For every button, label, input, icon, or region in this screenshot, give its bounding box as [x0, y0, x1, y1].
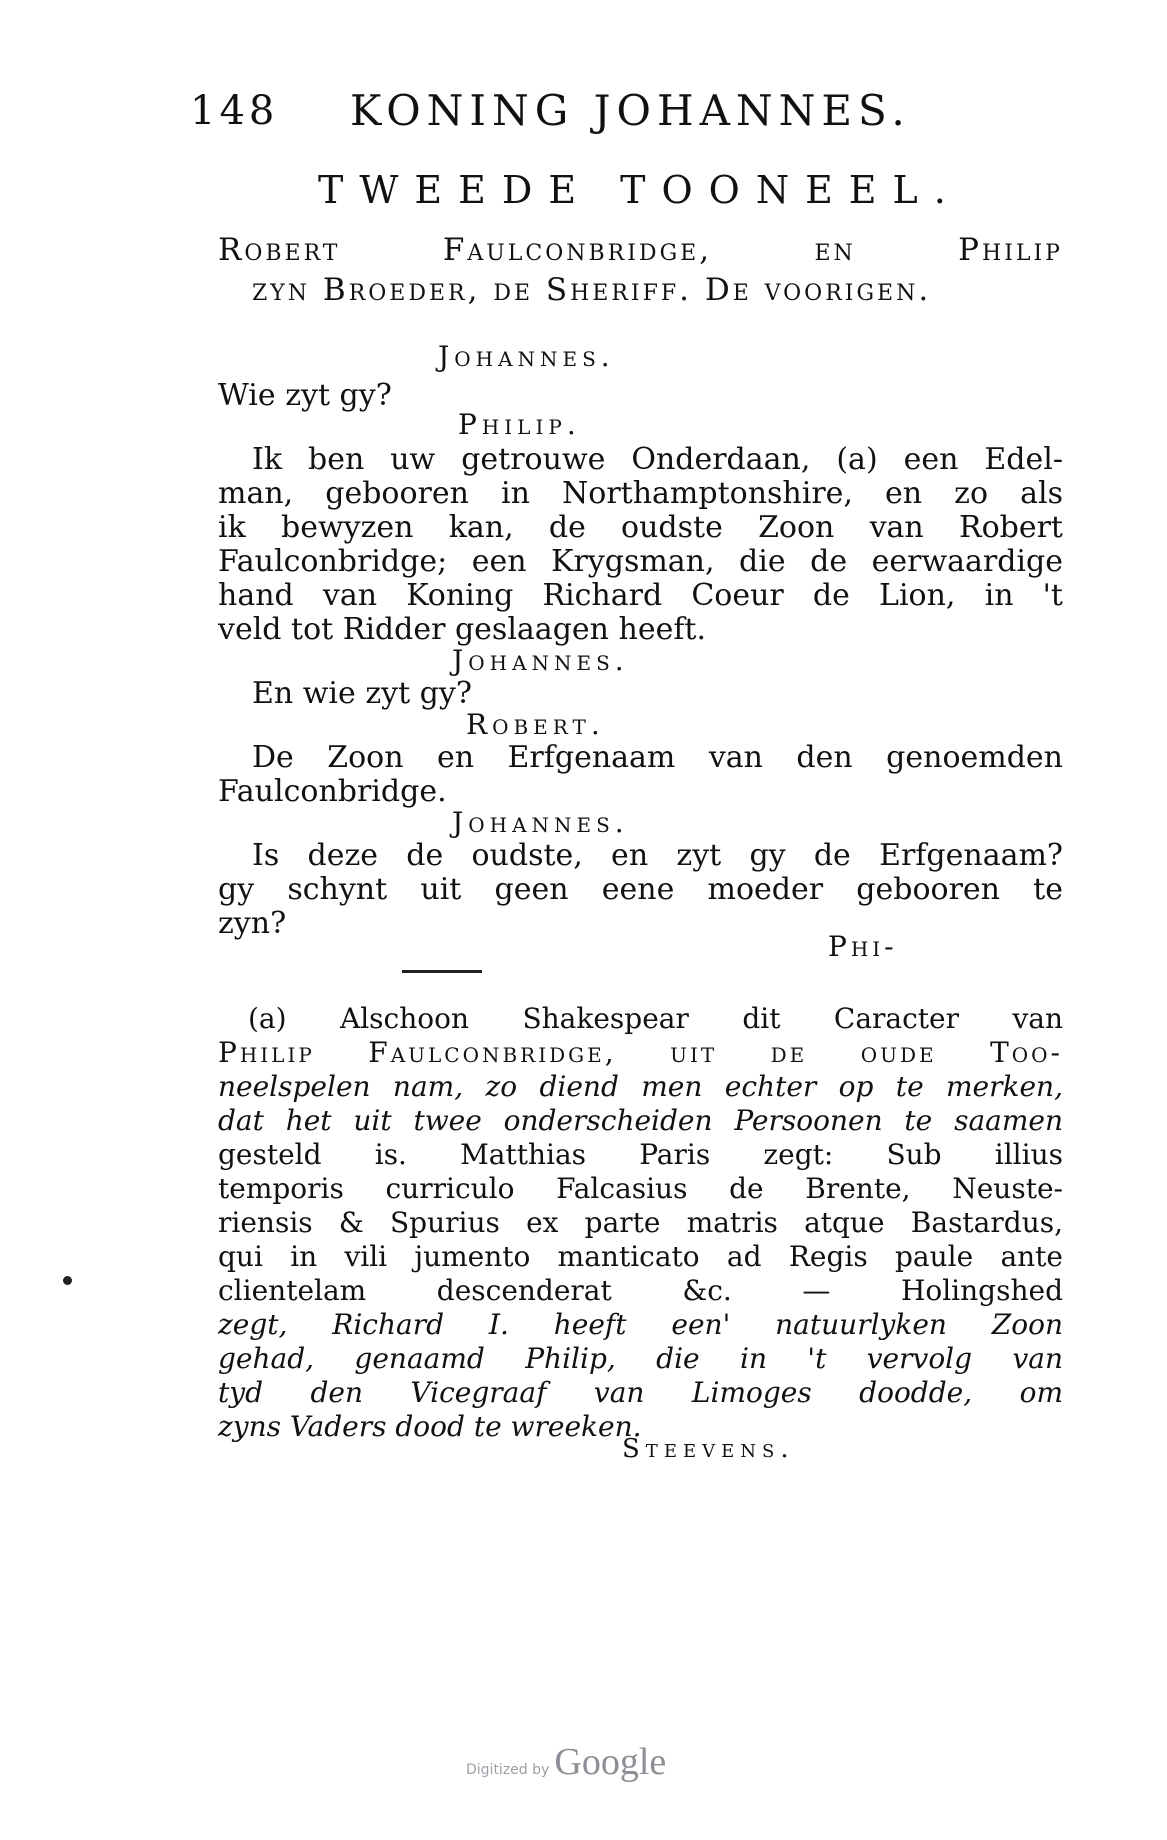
- page-number: 148: [190, 88, 279, 134]
- catchword: Phi-: [828, 930, 898, 963]
- footnote-line: clientelam descenderat &c. — Holingshed: [218, 1274, 1063, 1307]
- footnote-line: tyd den Vicegraaf van Limoges doodde, om: [218, 1376, 1063, 1409]
- dialogue-line: gy schynt uit geen eene moeder gebooren te: [218, 872, 1063, 907]
- scene-title: TWEEDE TOONEEL.: [318, 168, 962, 212]
- digitized-watermark: [466, 1740, 666, 1784]
- footnote-line: gehad, genaamd Philip, die in 't vervolg van: [218, 1342, 1063, 1375]
- dialogue-line: De Zoon en Erfgenaam van den genoemden: [252, 740, 1063, 775]
- footnote-rule: [402, 970, 482, 973]
- dialogue-line: veld tot Ridder geslaagen heeft.: [218, 612, 707, 647]
- speaker-johannes: Johannes.: [438, 340, 615, 373]
- footnote-line: zyns Vaders dood te wreeken.: [218, 1410, 642, 1443]
- speaker-robert: Robert.: [466, 708, 605, 741]
- ink-speck: [63, 1276, 72, 1285]
- footnote-line: gesteld is. Matthias Paris zegt: Sub illius: [218, 1138, 1063, 1171]
- dialogue-line: ik bewyzen kan, de oudste Zoon van Robert: [218, 510, 1063, 545]
- footnote-line: neelspelen nam, zo diend men echter op te merken,: [218, 1070, 1063, 1103]
- footnote-signature: Steevens.: [622, 1434, 795, 1464]
- footnote-line: riensis & Spurius ex parte matris atque Bastardus,: [218, 1206, 1063, 1239]
- footnote-line: dat het uit twee onderscheiden Persoonen te saamen: [218, 1104, 1063, 1137]
- watermark-prefix: Digitized by: [466, 1762, 550, 1778]
- footnote-line: qui in vili jumento manticato ad Regis paule ante: [218, 1240, 1063, 1273]
- footnote-line: (a) Alschoon Shakespear dit Caracter van: [248, 1002, 1063, 1035]
- speaker-johannes: Johannes.: [452, 806, 629, 839]
- running-title: KONING JOHANNES.: [350, 86, 911, 135]
- stage-direction-line-2: zyn Broeder, de Sheriff. De voorigen.: [252, 272, 932, 308]
- dialogue-line: Ik ben uw getrouwe Onderdaan, (a) een Edel-: [252, 442, 1063, 477]
- speaker-philip: Philip.: [458, 408, 581, 441]
- footnote-line: Philip Faulconbridge, uit de oude Too-: [218, 1036, 1063, 1069]
- footnote-line: zegt, Richard I. heeft een' natuurlyken Zoon: [218, 1308, 1063, 1341]
- dialogue-line: Faulconbridge; een Krygsman, die de eerwaardige: [218, 544, 1063, 579]
- dialogue-line: zyn?: [218, 906, 287, 941]
- footnote-line: temporis curriculo Falcasius de Brente, Neuste-: [218, 1172, 1063, 1205]
- dialogue-line: En wie zyt gy?: [252, 676, 472, 711]
- speaker-johannes: Johannes.: [452, 644, 629, 677]
- dialogue-line: Faulconbridge.: [218, 774, 447, 809]
- dialogue-line: man, gebooren in Northamptonshire, en zo als: [218, 476, 1063, 511]
- stage-direction-line-1: Robert Faulconbridge, en Philip: [218, 232, 1063, 268]
- dialogue-line: Is deze de oudste, en zyt gy de Erfgenaam?: [252, 838, 1063, 873]
- google-logo: Google: [554, 1741, 667, 1783]
- dialogue-line: Wie zyt gy?: [218, 378, 392, 413]
- dialogue-line: hand van Koning Richard Coeur de Lion, in 't: [218, 578, 1063, 613]
